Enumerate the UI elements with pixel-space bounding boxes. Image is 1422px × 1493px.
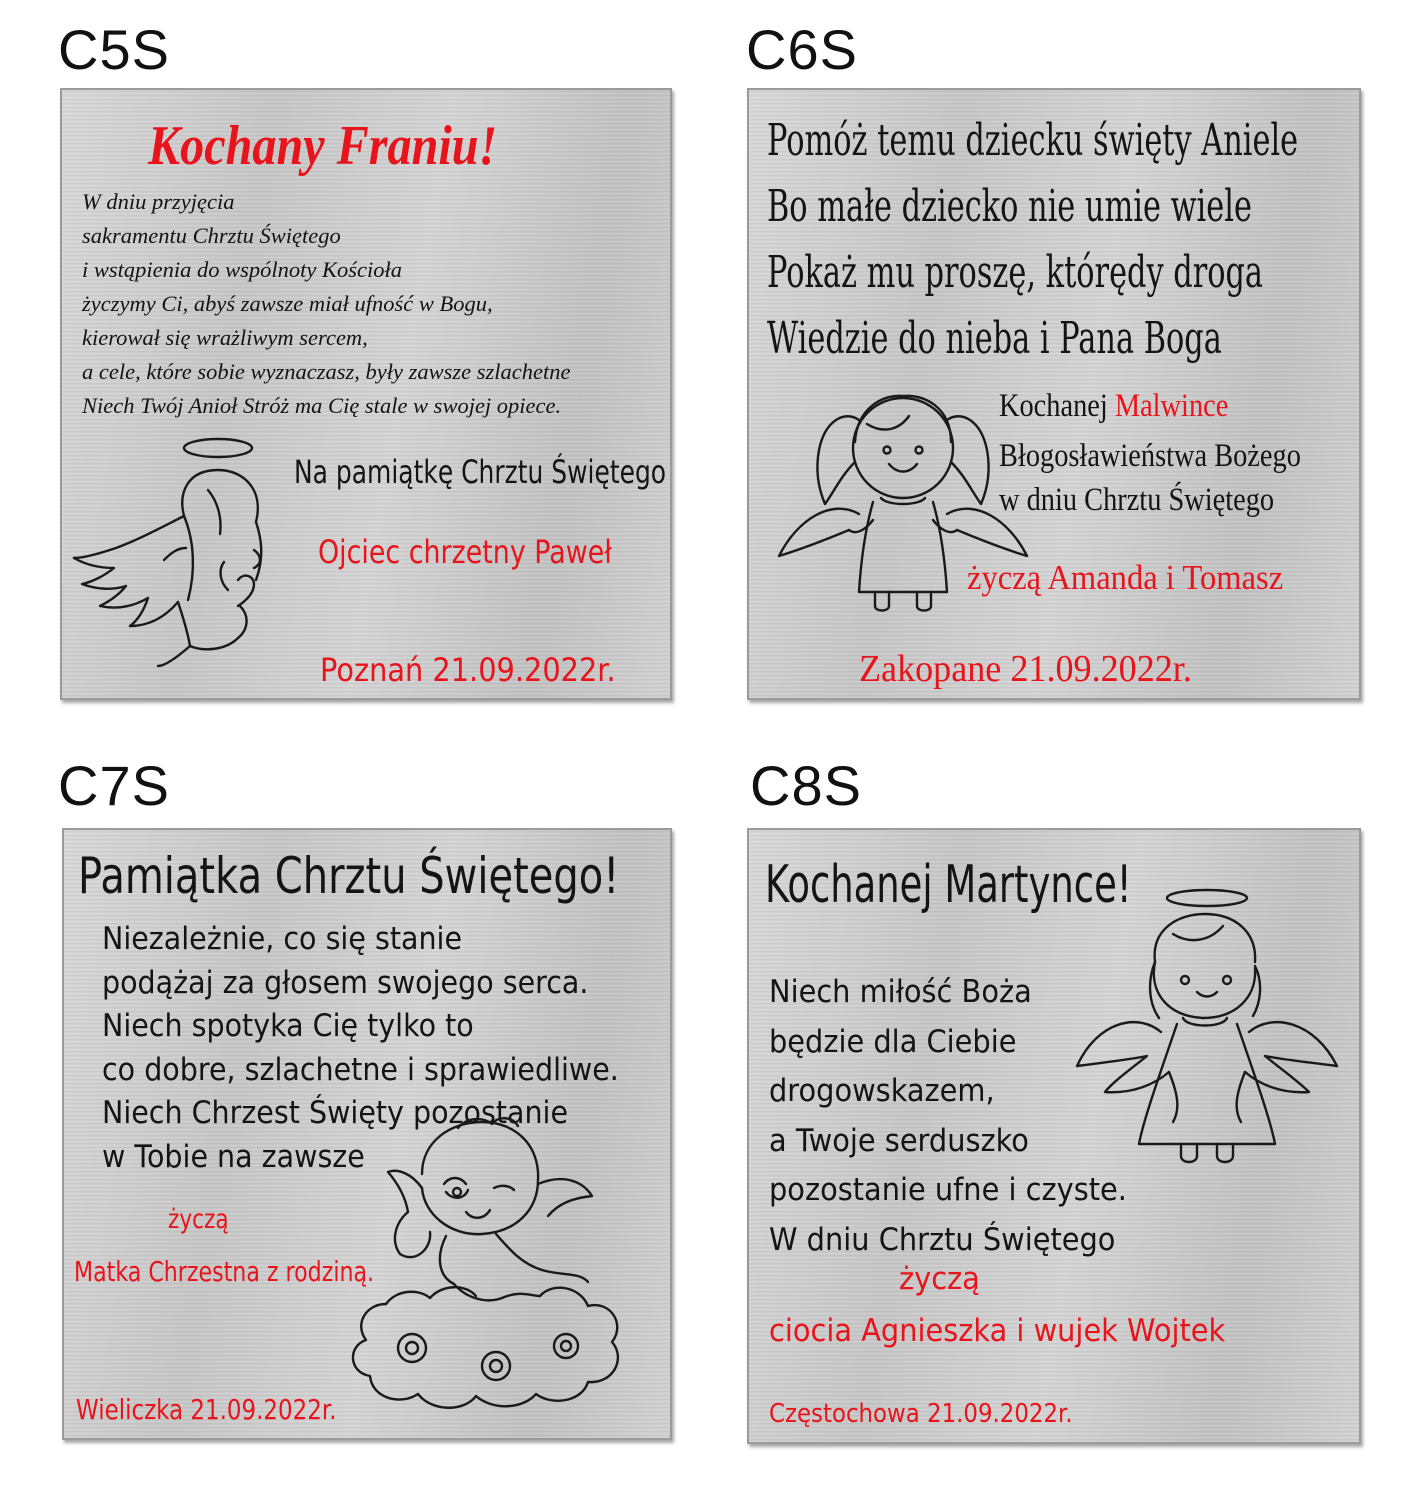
wish-line: życzą xyxy=(899,1261,980,1297)
body-line: W dniu przyjęcia xyxy=(82,189,235,214)
body-line: co dobre, szlachetne i sprawiedliwe. xyxy=(102,1051,619,1088)
signature: życzą Amanda i Tomasz xyxy=(967,558,1284,597)
praying-angel-icon xyxy=(68,430,318,670)
plate-c8s xyxy=(747,828,1361,1444)
body-line: drogowskazem, xyxy=(769,1073,995,1109)
panel-code-c5s: C5S xyxy=(58,18,170,81)
body-line: pozostanie ufne i czyste. xyxy=(769,1172,1127,1208)
memento-line: Na pamiątkę Chrztu Świętego xyxy=(294,453,667,491)
signature: Matka Chrzestna z rodziną. xyxy=(74,1255,375,1288)
place-date: Wieliczka 21.09.2022r. xyxy=(76,1393,337,1426)
plate-poem xyxy=(767,108,1361,372)
body-line: Niech Chrzest Święty pozostanie xyxy=(102,1095,569,1131)
blessing xyxy=(999,434,1350,522)
body-line: a Twoje serduszko xyxy=(769,1122,1029,1159)
body-line: kierował się wrażliwym sercem, xyxy=(82,325,368,350)
dedication-name: Malwince xyxy=(1114,388,1229,424)
plate-c7s xyxy=(62,828,672,1440)
haloed-angel-icon xyxy=(1077,882,1357,1192)
blessing-line: w dniu Chrztu Świętego xyxy=(999,482,1275,518)
body-line: życzymy Ci, abyś zawsze miał ufność w Bogu, xyxy=(82,291,493,316)
signature: Ojciec chrzetny Paweł xyxy=(318,533,612,571)
poem-line: Pokaż mu proszę, którędy droga xyxy=(767,247,1264,298)
plate-c6s xyxy=(747,88,1361,700)
poem-line: Bo małe dziecko nie umie wiele xyxy=(767,181,1252,232)
poem-line: Wiedzie do nieba i Pana Boga xyxy=(767,313,1222,364)
body-line: Niech spotyka Cię tylko to xyxy=(102,1008,474,1044)
body-line: będzie dla Ciebie xyxy=(769,1023,1017,1060)
plate-body xyxy=(82,185,570,423)
body-line: w Tobie na zawsze xyxy=(102,1138,365,1175)
place-date: Poznań 21.09.2022r. xyxy=(320,651,616,689)
girl-angel-icon xyxy=(775,380,1025,620)
panel-code-c6s: C6S xyxy=(746,18,858,81)
blessing-line: Błogosławieństwa Bożego xyxy=(999,438,1301,474)
body-line: Niech Twój Anioł Stróż ma Cię stale w swojej opiece. xyxy=(82,393,562,418)
body-line: i wstąpienia do wspólnoty Kościoła xyxy=(82,257,403,282)
body-line: W dniu Chrztu Świętego xyxy=(769,1221,1116,1258)
panel-code-c8s: C8S xyxy=(750,754,862,817)
wish-line: życzą xyxy=(168,1204,229,1235)
body-line: sakramentu Chrztu Świętego xyxy=(82,223,341,248)
plate-title: Kochanej Martynce! xyxy=(765,855,1132,915)
plate-c5s xyxy=(60,88,672,700)
plate-title: Kochany Franiu! xyxy=(148,115,498,177)
place-date: Częstochowa 21.09.2022r. xyxy=(769,1399,1073,1429)
baby-cherub-cloud-icon xyxy=(326,1114,666,1434)
body-line: Niech miłość Boża xyxy=(769,974,1032,1010)
body-line: a cele, które sobie wyznaczasz, były zawsze szlachetne xyxy=(82,359,571,384)
plate-title: Pamiątka Chrztu Świętego! xyxy=(78,847,620,905)
panel-code-c7s: C7S xyxy=(58,754,170,817)
place-date: Zakopane 21.09.2022r. xyxy=(859,648,1192,690)
body-line: podążaj za głosem swojego serca. xyxy=(102,964,589,1001)
poem-line: Pomóż temu dziecku święty Aniele xyxy=(767,115,1299,166)
signature: ciocia Agnieszka i wujek Wojtek xyxy=(769,1313,1226,1349)
body-line: Niezależnie, co się stanie xyxy=(102,921,463,957)
dedication: Kochanej Malwince xyxy=(999,388,1229,424)
